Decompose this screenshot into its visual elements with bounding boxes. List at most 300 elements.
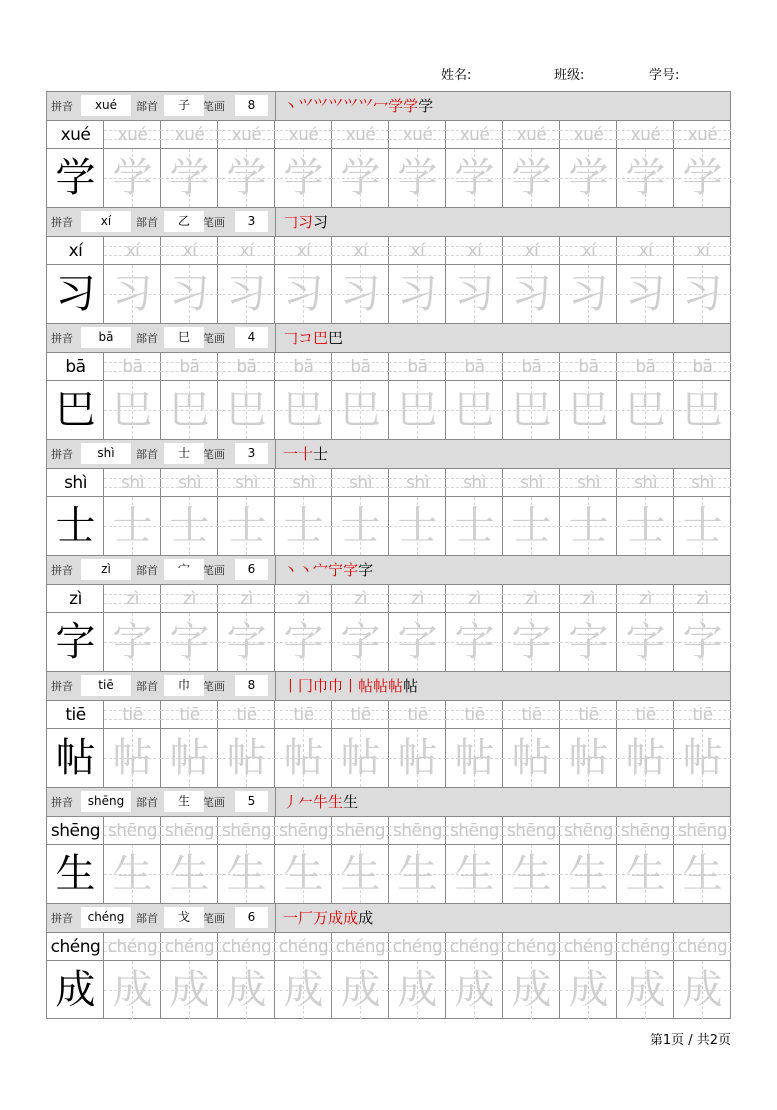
stroke-step: 𠂉 [298,793,314,811]
stroke-step: 𠃌 [283,329,299,347]
stroke-step: 丿 [283,793,299,811]
character-trace: 成 [682,967,723,1013]
stroke-step: 巾 [313,677,329,695]
pinyin-trace: chéng [677,937,728,957]
pinyin-box [389,817,446,845]
pinyin-trace: xí [182,241,197,261]
trace-cell [218,121,275,207]
character-trace: 巴 [340,387,381,433]
trace-cell [275,701,332,787]
stroke-count-value: 8 [235,95,268,116]
tianzige-box [617,961,674,1019]
trace-cell [104,933,161,1019]
pinyin-box [161,933,218,961]
character-trace: 字 [112,619,153,665]
stroke-count-value: 3 [235,443,268,464]
pinyin-trace: bā [635,357,656,377]
stroke-step: 习 [313,213,329,231]
trace-cell [389,353,446,439]
pinyin-trace: xí [410,241,425,261]
stroke-step: 字 [358,561,374,579]
stroke-step: 帖 [358,677,374,695]
stroke-count-label: 笔画 [203,796,225,809]
tianzige-box [503,149,560,207]
pinyin-trace: xué [345,125,376,145]
pinyin-trace: tiē [578,705,599,725]
character-trace: 帖 [511,735,552,781]
pinyin-trace: zì [297,589,310,609]
pinyin-box [389,353,446,381]
pinyin-box [104,469,161,497]
pinyin-box [389,237,446,265]
tianzige-box [104,149,161,207]
stroke-count-label: 笔画 [203,564,225,577]
character-trace: 生 [340,851,381,897]
character-trace: 帖 [340,735,381,781]
pinyin-box [617,701,674,729]
radical-value: 乙 [164,211,204,232]
pinyin-trace: shēng [335,821,386,841]
character-info-bar [47,208,730,237]
tianzige-box [674,845,731,903]
pinyin-box [560,701,617,729]
tianzige-box [275,497,332,555]
character-trace: 生 [169,851,210,897]
tianzige-box [674,497,731,555]
pinyin-trace: xí [638,241,653,261]
pinyin-trace: bā [350,357,371,377]
tianzige-box [617,381,674,439]
model-cell [47,933,104,1019]
tianzige-box [161,845,218,903]
trace-cell [389,701,446,787]
character-trace: 成 [226,967,267,1013]
radical-value: 子 [164,95,204,116]
pinyin-box [560,469,617,497]
pinyin-label: 拼音 [51,216,73,229]
trace-cell [161,933,218,1019]
pinyin-box [218,585,275,613]
pinyin-box [674,933,731,961]
pinyin-label: 拼音 [51,448,73,461]
writing-grid [47,585,730,671]
tianzige-box [104,265,161,323]
trace-cell [275,585,332,671]
tianzige-box [389,497,446,555]
stroke-step: ⺍ [298,97,314,115]
pinyin-box [446,817,503,845]
name-label: 姓名: [441,68,472,83]
character-trace: 字 [340,619,381,665]
radical-label: 部首 [136,912,158,925]
trace-cell [674,933,731,1019]
info-divider [275,672,276,700]
trace-cell [560,469,617,555]
stroke-step: 万 [313,909,329,927]
radical-label: 部首 [136,796,158,809]
character-trace: 生 [397,851,438,897]
character-trace: 生 [454,851,495,897]
pinyin-model: zì [69,589,82,609]
pinyin-box [560,817,617,845]
tianzige-box [332,381,389,439]
radical-label: 部首 [136,564,158,577]
trace-cell [332,469,389,555]
stroke-step: ⺍ [313,97,329,115]
trace-cell [560,237,617,323]
practice-sheet [46,91,731,1019]
tianzige-box [446,845,503,903]
stroke-step: 宁 [328,561,344,579]
pinyin-box [104,701,161,729]
writing-grid [47,817,730,903]
pinyin-box [503,933,560,961]
character-trace: 习 [283,271,324,317]
writing-grid [47,701,730,787]
character-model: 生 [55,851,96,897]
trace-cell [104,353,161,439]
character-trace: 学 [283,155,324,201]
trace-cell [617,237,674,323]
tianzige-box [275,381,332,439]
stroke-step: 一 [283,445,299,463]
pinyin-trace: shēng [677,821,728,841]
pinyin-box [218,121,275,149]
tianzige-box [218,845,275,903]
trace-cell [617,353,674,439]
stroke-step: 帖 [403,677,419,695]
tianzige-box [617,729,674,787]
tianzige-box [389,729,446,787]
tianzige-box [389,265,446,323]
pinyin-box [275,585,332,613]
trace-cell [446,469,503,555]
pinyin-box [161,469,218,497]
pinyin-box [503,585,560,613]
pinyin-box [47,121,104,149]
trace-cell [389,237,446,323]
character-trace: 巴 [454,387,495,433]
trace-cell [218,817,275,903]
trace-cell [161,817,218,903]
trace-cell [161,585,218,671]
stroke-step: 巾丨 [328,677,359,695]
pinyin-value: tiē [81,675,131,696]
tianzige-box [503,381,560,439]
tianzige-box [218,497,275,555]
trace-cell [332,817,389,903]
trace-cell [104,585,161,671]
info-divider [275,904,276,932]
character-trace: 士 [112,503,153,549]
character-row [47,904,730,1020]
radical-value: 宀 [164,559,204,580]
stroke-order-sequence [283,94,433,118]
trace-cell [275,817,332,903]
pinyin-trace: zì [240,589,253,609]
pinyin-trace: xué [402,125,433,145]
character-trace: 生 [625,851,666,897]
writing-grid [47,121,730,207]
pinyin-trace: xué [687,125,718,145]
character-trace: 巴 [568,387,609,433]
pinyin-box [617,237,674,265]
trace-cell [275,353,332,439]
character-trace: 习 [397,271,438,317]
pinyin-value: shēng [81,791,131,812]
tianzige-box [47,149,104,207]
pinyin-box [446,585,503,613]
pinyin-box [446,933,503,961]
trace-cell [332,237,389,323]
pinyin-trace: zì [468,589,481,609]
pinyin-model: chéng [50,937,101,957]
pinyin-box [446,701,503,729]
pinyin-box [503,237,560,265]
pinyin-trace: xí [695,241,710,261]
tianzige-box [446,613,503,671]
character-info-bar [47,440,730,469]
pinyin-trace: chéng [335,937,386,957]
character-trace: 生 [112,851,153,897]
pinyin-trace: xué [516,125,547,145]
character-trace: 学 [340,155,381,201]
pinyin-box [47,237,104,265]
trace-cell [332,353,389,439]
trace-cell [503,353,560,439]
character-trace: 字 [397,619,438,665]
trace-cell [503,585,560,671]
trace-cell [104,469,161,555]
tianzige-box [389,613,446,671]
trace-cell [560,353,617,439]
character-trace: 学 [112,155,153,201]
trace-cell [674,585,731,671]
trace-cell [332,121,389,207]
tianzige-box [104,381,161,439]
tianzige-box [161,149,218,207]
tianzige-box [218,265,275,323]
pinyin-trace: zì [183,589,196,609]
radical-value: 士 [164,443,204,464]
character-trace: 帖 [397,735,438,781]
stroke-count-label: 笔画 [203,100,225,113]
stroke-order-sequence [283,558,373,582]
pinyin-trace: shēng [278,821,329,841]
trace-cell [446,701,503,787]
pinyin-box [503,701,560,729]
pinyin-trace: xí [524,241,539,261]
pinyin-trace: xí [296,241,311,261]
pinyin-box [47,817,104,845]
stroke-count-value: 4 [235,327,268,348]
character-trace: 字 [625,619,666,665]
tianzige-box [161,497,218,555]
stroke-count-value: 6 [235,907,268,928]
pinyin-box [674,121,731,149]
character-trace: 习 [568,271,609,317]
character-info-bar [47,788,730,817]
stroke-step: 学 [388,97,404,115]
pinyin-box [389,585,446,613]
tianzige-box [503,265,560,323]
character-trace: 字 [682,619,723,665]
pinyin-box [389,701,446,729]
trace-cell [218,585,275,671]
character-model: 帖 [55,735,96,781]
radical-label: 部首 [136,100,158,113]
tianzige-box [503,497,560,555]
character-trace: 字 [169,619,210,665]
tianzige-box [560,381,617,439]
stroke-step: 学 [418,97,434,115]
stroke-step: 十 [298,445,314,463]
tianzige-box [332,497,389,555]
trace-cell [560,585,617,671]
pinyin-box [674,353,731,381]
trace-cell [617,817,674,903]
pinyin-box [389,469,446,497]
tianzige-box [275,961,332,1019]
pinyin-model: xí [68,241,83,261]
character-trace: 巴 [511,387,552,433]
character-trace: 学 [568,155,609,201]
pinyin-trace: tiē [635,705,656,725]
trace-cell [218,469,275,555]
pinyin-trace: xí [239,241,254,261]
pinyin-box [503,469,560,497]
character-trace: 生 [226,851,267,897]
pinyin-trace: chéng [449,937,500,957]
stroke-step: 牛 [313,793,329,811]
pinyin-box [674,701,731,729]
radical-label: 部首 [136,332,158,345]
character-trace: 士 [682,503,723,549]
stroke-order-sequence [283,790,358,814]
tianzige-box [161,961,218,1019]
pinyin-trace: xué [573,125,604,145]
trace-cell [218,237,275,323]
trace-cell [503,701,560,787]
stroke-step: 丨 [283,677,299,695]
pinyin-trace: zì [354,589,367,609]
tianzige-box [218,613,275,671]
pinyin-box [332,585,389,613]
tianzige-box [161,613,218,671]
pinyin-trace: shì [121,473,144,493]
character-trace: 成 [340,967,381,1013]
trace-cell [389,469,446,555]
pinyin-box [218,353,275,381]
pinyin-box [275,933,332,961]
tianzige-box [275,149,332,207]
pinyin-box [47,701,104,729]
pinyin-trace: tiē [407,705,428,725]
pinyin-trace: shì [178,473,201,493]
pinyin-trace: bā [464,357,485,377]
pinyin-trace: tiē [464,705,485,725]
tianzige-box [503,961,560,1019]
tianzige-box [104,845,161,903]
tianzige-box [560,497,617,555]
pinyin-trace: shēng [563,821,614,841]
pinyin-label: 拼音 [51,564,73,577]
radical-value: 生 [164,791,204,812]
pinyin-box [332,353,389,381]
stroke-order-sequence [283,906,373,930]
pinyin-model: shēng [50,821,101,841]
character-trace: 习 [169,271,210,317]
pinyin-box [275,237,332,265]
trace-cell [674,817,731,903]
pinyin-trace: xué [459,125,490,145]
character-trace: 生 [511,851,552,897]
pinyin-box [332,817,389,845]
tianzige-box [332,961,389,1019]
tianzige-box [560,265,617,323]
pinyin-trace: xué [630,125,661,145]
pinyin-trace: xí [467,241,482,261]
pinyin-box [104,933,161,961]
trace-cell [104,817,161,903]
character-trace: 帖 [454,735,495,781]
pinyin-box [674,817,731,845]
pinyin-trace: shì [463,473,486,493]
radical-label: 部首 [136,448,158,461]
tianzige-box [503,729,560,787]
trace-cell [446,353,503,439]
trace-cell [674,469,731,555]
pinyin-trace: bā [122,357,143,377]
character-trace: 帖 [625,735,666,781]
character-trace: 帖 [169,735,210,781]
character-trace: 士 [454,503,495,549]
character-trace: 学 [454,155,495,201]
tianzige-box [218,961,275,1019]
character-trace: 巴 [169,387,210,433]
tianzige-box [389,845,446,903]
character-trace: 学 [682,155,723,201]
tianzige-box [332,613,389,671]
character-trace: 习 [112,271,153,317]
trace-cell [275,933,332,1019]
pinyin-trace: tiē [179,705,200,725]
trace-cell [560,933,617,1019]
pinyin-trace: bā [692,357,713,377]
tianzige-box [332,729,389,787]
pinyin-box [47,585,104,613]
tianzige-box [218,381,275,439]
pinyin-trace: bā [236,357,257,377]
radical-value: 巾 [164,675,204,696]
pinyin-trace: tiē [122,705,143,725]
pinyin-box [161,817,218,845]
pinyin-box [104,237,161,265]
tianzige-box [674,613,731,671]
character-trace: 帖 [568,735,609,781]
trace-cell [218,353,275,439]
pinyin-box [161,237,218,265]
trace-cell [389,817,446,903]
character-trace: 学 [397,155,438,201]
character-model: 士 [55,503,96,549]
stroke-count-label: 笔画 [203,680,225,693]
character-trace: 习 [511,271,552,317]
pinyin-box [161,585,218,613]
pinyin-box [674,469,731,497]
info-divider [275,440,276,468]
pinyin-trace: zì [126,589,139,609]
